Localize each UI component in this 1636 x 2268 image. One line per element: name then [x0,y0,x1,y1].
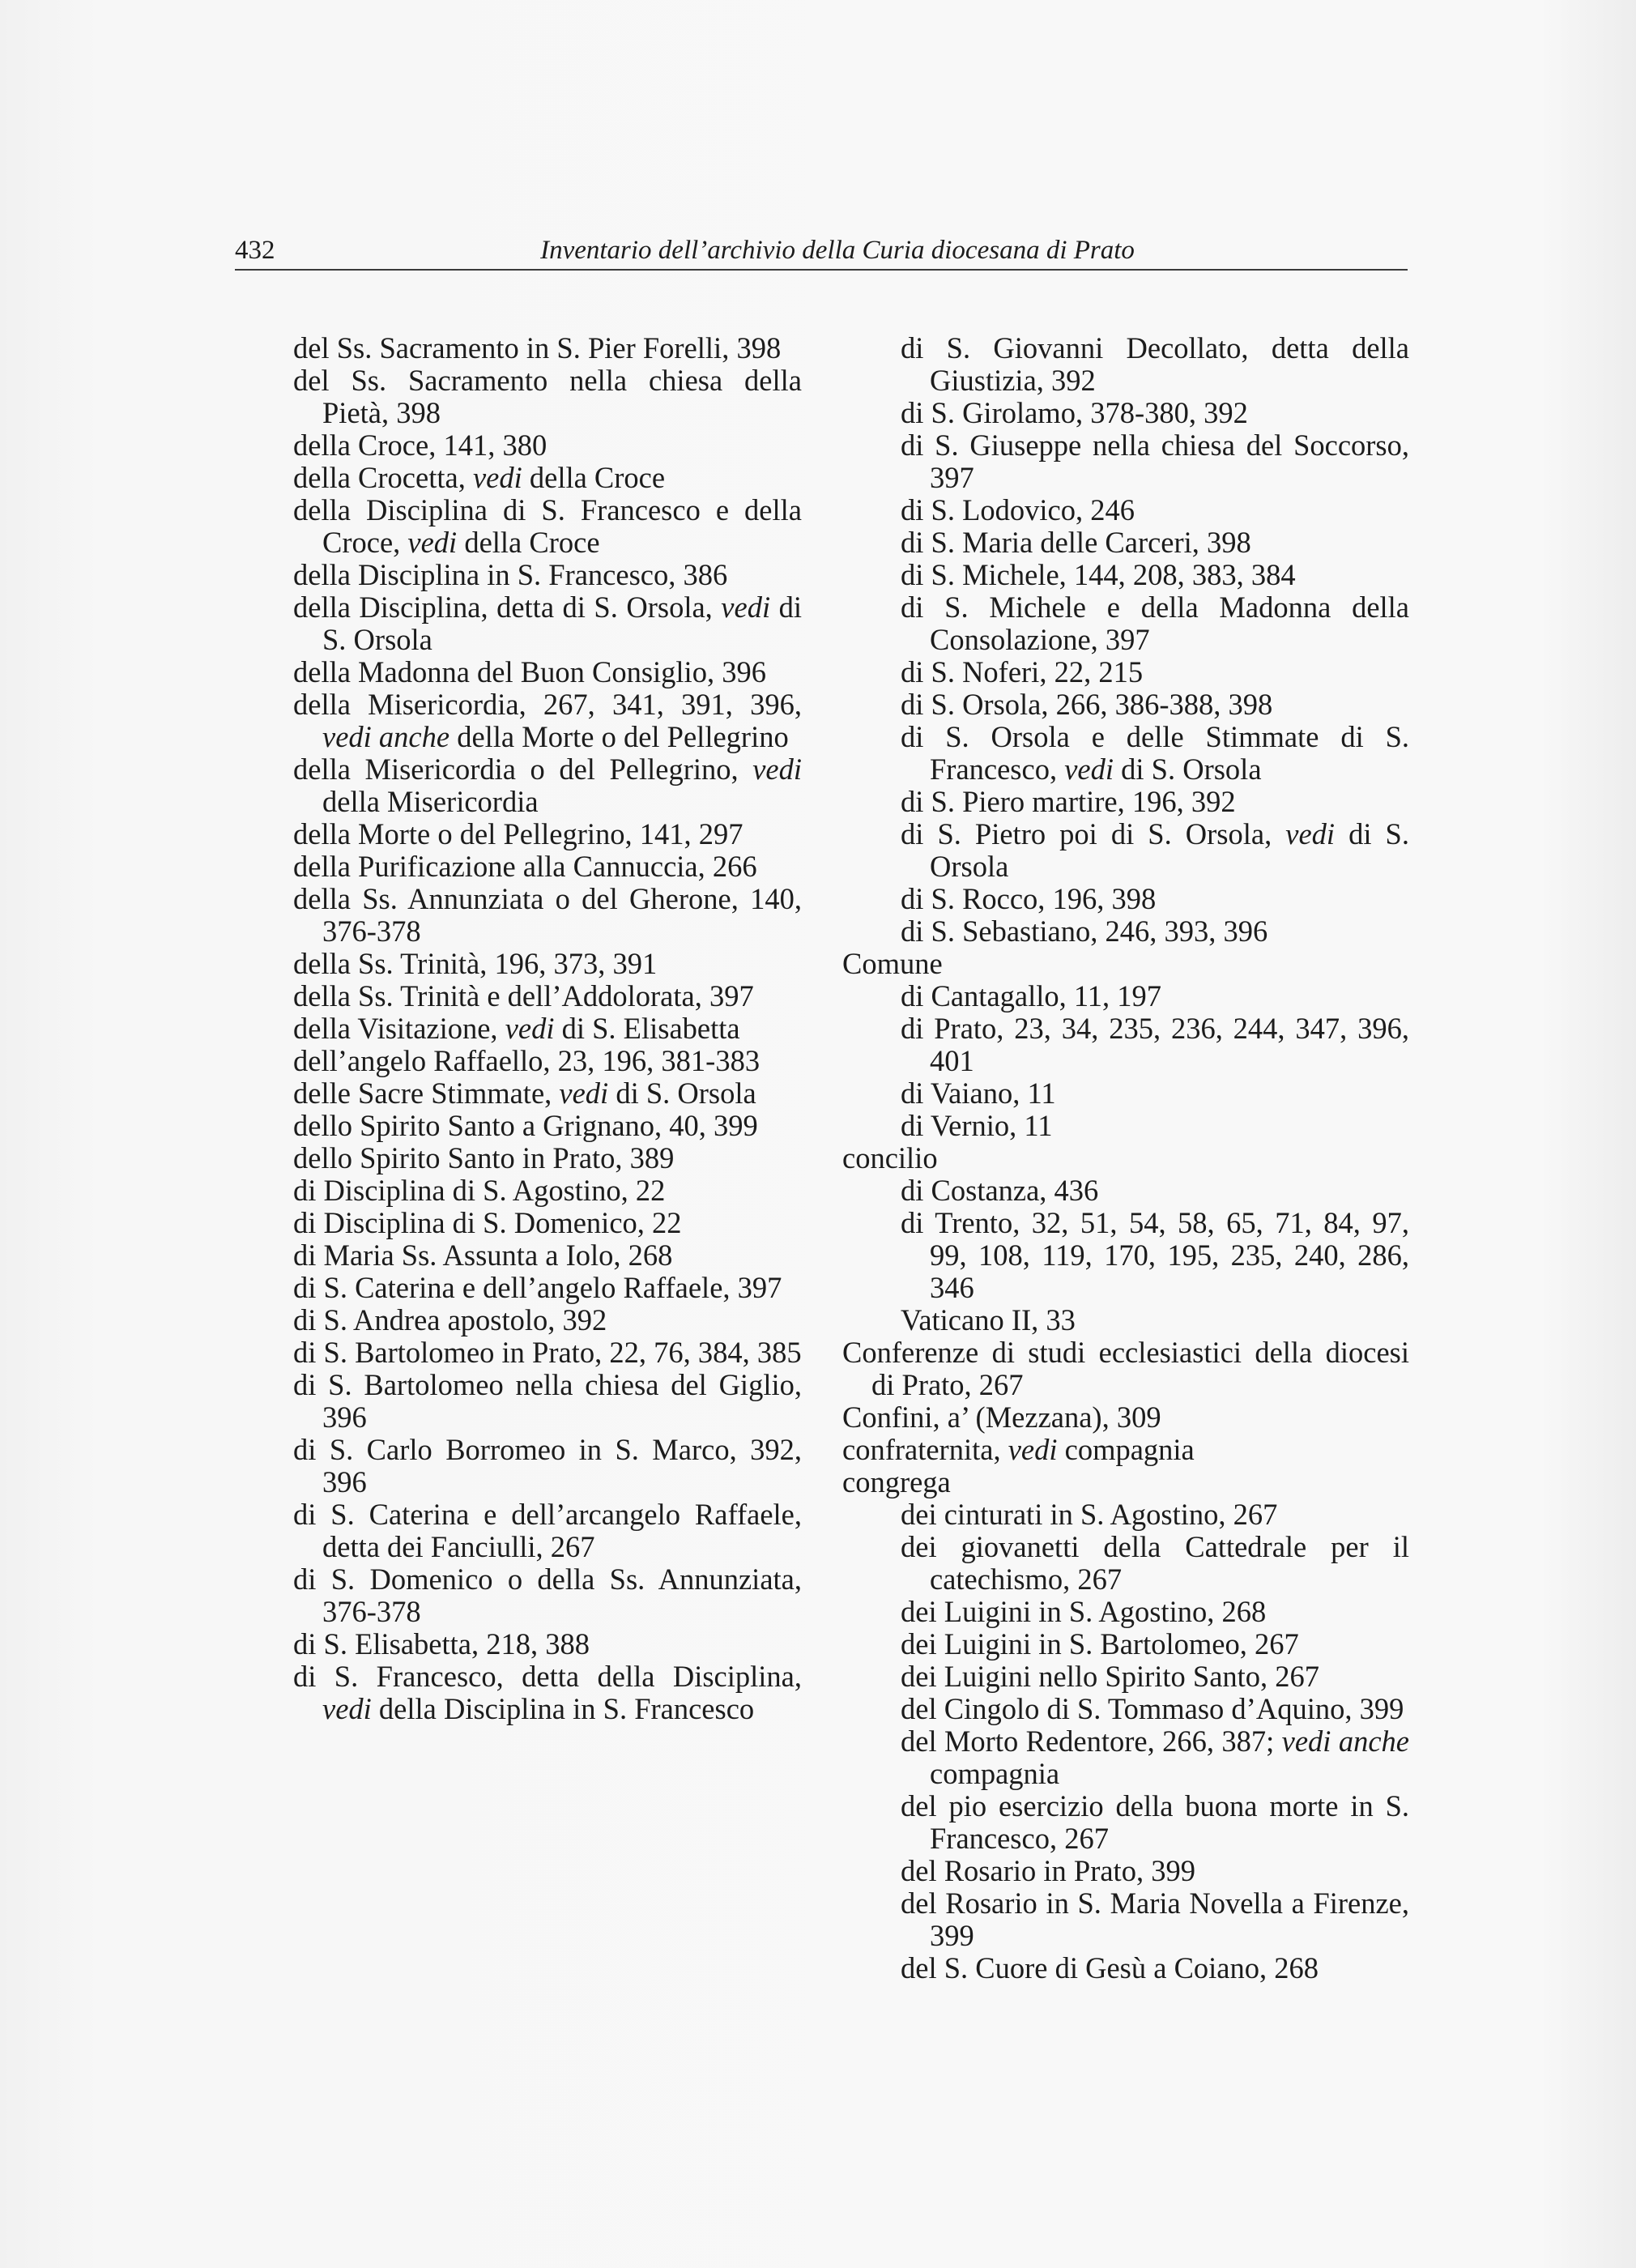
index-column-left [293,332,802,1725]
index-entry: delle Sacre Stimmate, vedi di S. Orsola [293,1076,756,1110]
index-entry: di S. Girolamo, 378-380, 392 [901,396,1248,429]
index-entry: della Ss. Trinità, 196, 373, 391 [293,947,658,980]
index-entry: della Ss. Trinità e dell’Addolorata, 397 [293,979,754,1013]
index-entry: di S. Orsola, 266, 386-388, 398 [901,688,1273,721]
index-entry: di Vernio, 11 [901,1109,1053,1142]
index-column-right [842,332,1409,1985]
index-entry: di Trento, 32, 51, 54, 58, 65, 71, 84, 97, 99, 108, 119, 170, 195, 235, 240, 286, 346 [901,1206,1409,1304]
index-entry: di S. Piero martire, 196, 392 [901,785,1236,818]
index-entry: della Ss. Annunziata o del Gherone, 140, 376-378 [293,882,802,948]
index-entry: di Disciplina di S. Domenico, 22 [293,1206,682,1239]
index-entry: della Disciplina di S. Francesco e della Croce, vedi della Croce [293,493,802,559]
index-entry: di S. Noferi, 22, 215 [901,655,1144,688]
index-entry: della Visitazione, vedi di S. Elisabetta [293,1012,740,1045]
page-header [235,232,1408,271]
index-entry: di Costanza, 436 [901,1174,1099,1207]
index-entry: confraternita, vedi compagnia [842,1433,1195,1466]
index-entry: di S. Francesco, detta della Disciplina, vedi della Disciplina in S. Francesco [293,1660,802,1725]
index-entry: della Crocetta, vedi della Croce [293,461,666,494]
index-entry: di S. Caterina e dell’arcangelo Raffaele, detta dei Fanciulli, 267 [293,1498,802,1563]
index-entry: della Disciplina in S. Francesco, 386 [293,558,728,591]
index-entry: della Croce, 141, 380 [293,428,547,462]
index-entry: di S. Bartolomeo in Prato, 22, 76, 384, 385 [293,1336,802,1369]
index-entry: dei Luigini nello Spirito Santo, 267 [901,1660,1320,1693]
index-entry: di S. Lodovico, 246 [901,493,1135,526]
index-entry: Comune [842,947,943,980]
index-entry: Vaticano II, 33 [901,1303,1076,1336]
index-entry: dei Luigini in S. Agostino, 268 [901,1595,1267,1628]
index-entry: Conferenze di studi ecclesiastici della diocesi di Prato, 267 [842,1336,1409,1401]
index-entry: di S. Giovanni Decollato, detta della Giustizia, 392 [901,331,1409,397]
index-entry: di S. Maria delle Carceri, 398 [901,526,1251,559]
index-entry: della Disciplina, detta di S. Orsola, vedi di S. Orsola [293,590,802,656]
index-entry: di Cantagallo, 11, 197 [901,979,1162,1013]
index-entry: del Ss. Sacramento in S. Pier Forelli, 398 [293,331,782,364]
index-entry: dell’angelo Raffaello, 23, 196, 381-383 [293,1044,760,1077]
page-number: 432 [235,236,275,265]
index-entry: della Morte o del Pellegrino, 141, 297 [293,817,743,850]
index-entry: di S. Giuseppe nella chiesa del Soccorso, 397 [901,428,1409,494]
index-entry: di S. Orsola e delle Stimmate di S. Francesco, vedi di S. Orsola [901,720,1409,786]
index-entry: della Misericordia, 267, 341, 391, 396, vedi anche della Morte o del Pellegrino [293,688,802,753]
index-entry: del Cingolo di S. Tommaso d’Aquino, 399 [901,1692,1404,1725]
index-entry: concilio [842,1141,938,1174]
index-entry: di Maria Ss. Assunta a Iolo, 268 [293,1238,673,1272]
index-entry: del Rosario in Prato, 399 [901,1854,1195,1887]
index-entry: del Morto Redentore, 266, 387; vedi anche compagnia [901,1724,1409,1790]
index-entry: di Prato, 23, 34, 235, 236, 244, 347, 396, 401 [901,1012,1409,1077]
index-entry: di S. Michele e della Madonna della Consolazione, 397 [901,590,1409,656]
index-entry: della Purificazione alla Cannuccia, 266 [293,850,757,883]
index-entry: di S. Rocco, 196, 398 [901,882,1157,915]
index-entry: di S. Pietro poi di S. Orsola, vedi di S. Orsola [901,817,1409,883]
running-title: Inventario dell’archivio della Curia diocesana di Prato [540,236,1135,265]
index-entry: dello Spirito Santo a Grignano, 40, 399 [293,1109,758,1142]
index-entry: dei giovanetti della Cattedrale per il catechismo, 267 [901,1530,1409,1596]
index-entry: della Madonna del Buon Consiglio, 396 [293,655,766,688]
index-entry: della Misericordia o del Pellegrino, vedi della Misericordia [293,752,802,818]
index-entry: del Ss. Sacramento nella chiesa della Pietà, 398 [293,364,802,429]
index-entry: di S. Michele, 144, 208, 383, 384 [901,558,1296,591]
index-entry: congrega [842,1465,951,1498]
index-entry: di S. Sebastiano, 246, 393, 396 [901,914,1268,948]
index-entry: di S. Elisabetta, 218, 388 [293,1627,590,1660]
index-entry: di S. Carlo Borromeo in S. Marco, 392, 396 [293,1433,802,1498]
index-entry: del S. Cuore di Gesù a Coiano, 268 [901,1951,1319,1985]
index-entry: del pio esercizio della buona morte in S. Francesco, 267 [901,1789,1409,1855]
index-entry: Confini, a’ (Mezzana), 309 [842,1400,1161,1434]
index-entry: dei Luigini in S. Bartolomeo, 267 [901,1627,1299,1660]
index-entry: dello Spirito Santo in Prato, 389 [293,1141,675,1174]
index-entry: del Rosario in S. Maria Novella a Firenze, 399 [901,1886,1409,1952]
index-entry: di S. Bartolomeo nella chiesa del Giglio, 396 [293,1368,802,1434]
index-entry: di S. Andrea apostolo, 392 [293,1303,607,1336]
index-entry: di S. Domenico o della Ss. Annunziata, 376-378 [293,1562,802,1628]
index-entry: di S. Caterina e dell’angelo Raffaele, 397 [293,1271,782,1304]
index-entry: di Vaiano, 11 [901,1076,1056,1110]
index-entry: dei cinturati in S. Agostino, 267 [901,1498,1278,1531]
index-entry: di Disciplina di S. Agostino, 22 [293,1174,666,1207]
